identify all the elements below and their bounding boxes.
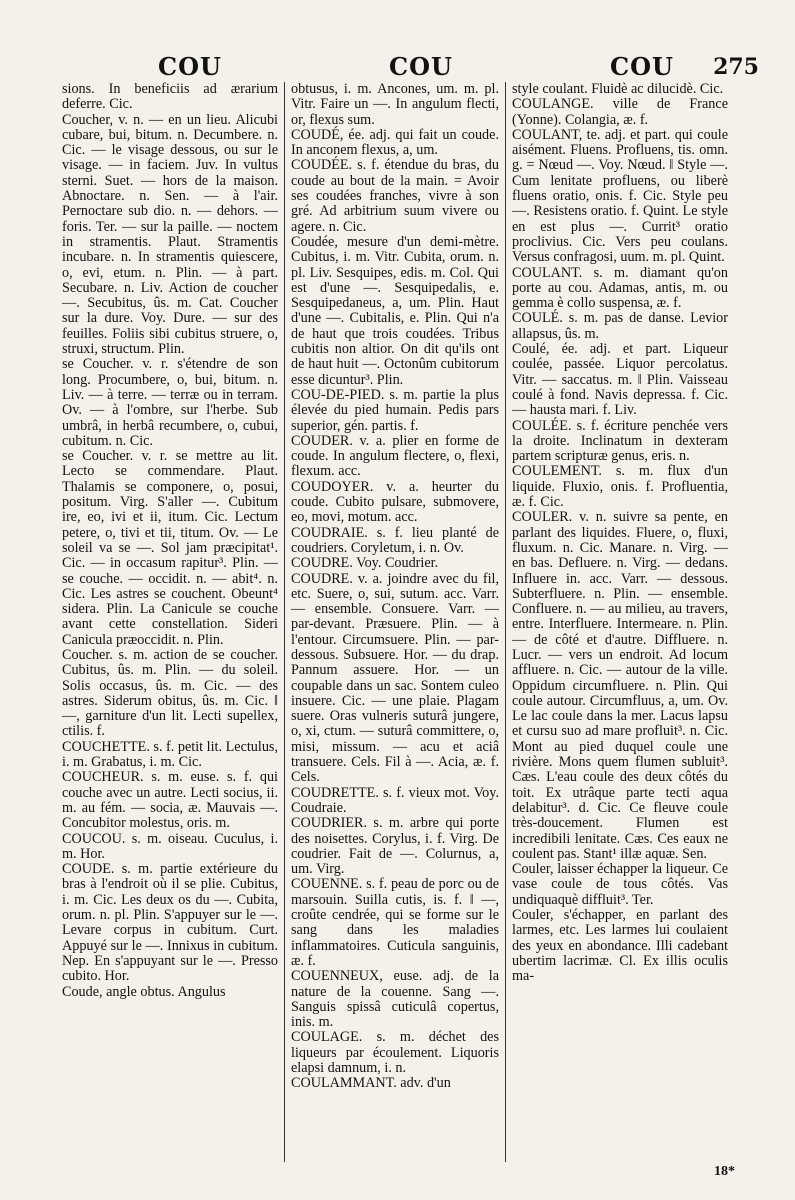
entry: COULANGE. ville de France (Yonne). Colangia, æ. f. <box>512 96 728 128</box>
entry: COULÉE. s. f. écriture penchée vers la droite. Inclinatum in dexteram partem scripturæ genus, eris. n. <box>512 417 728 465</box>
entry: COUDRE. Voy. Coudrier. <box>291 555 439 572</box>
signature-mark: 18* <box>714 1164 735 1179</box>
entry: Couler, laisser échapper la liqueur. Ce vase coule de tous côtés. Vas undiquaquè diffluit³. Ter. <box>512 861 728 908</box>
entry: COULEMENT. s. m. flux d'un liquide. Fluxio, onis. f. Profluentia, æ. f. Cic. <box>512 463 728 511</box>
guide-word-right: COU <box>610 52 674 81</box>
entry: Couler, s'échapper, en parlant des larmes, etc. Les larmes lui coulaient des yeux en abondance. Illi cadebant ubertim lacrimæ. Cl. Ex illis oculis ma- <box>512 907 728 985</box>
entry: COUCHETTE. s. f. petit lit. Lectulus, i. m. Grabatus, i. m. Cic. <box>62 738 278 771</box>
guide-word-middle: COU <box>389 52 453 81</box>
entry: COUDER. v. a. plier en forme de coude. In angulum flectere, o, flexi, flexum. acc. <box>291 432 499 480</box>
entry: COUDRETTE. s. f. vieux mot. Voy. Coudraie. <box>291 784 499 816</box>
column-1 <box>62 82 284 1162</box>
guide-word-left: COU <box>158 52 222 81</box>
entry: Coude, angle obtus. Angulus <box>62 983 226 1000</box>
entry: se Coucher. v. r. se mettre au lit. Lecto se commendare. Plaut. Thalamis se componere, o, posui, positum. Virg. S'aller —. Cubitum ire, eo, ivi et ii, itum. Cic. Lectum petere, o, tivi et tii, titum. Ov. — Le soleil va se —. Sol jam præcipitat¹. Cic. — in occasum rapitur³. Plin. — se couche. — occidit. n. — abit⁴. n. Cic. Les astres se couchent. Obeunt⁴ sidera. Plin. La Canicule se couche avant cette constellation. Sideri Canicula præoccidit. n. Plin. <box>62 448 278 648</box>
entry: Coucher. s. m. action de se coucher. Cubitus, ûs. m. Plin. — du soleil. Solis occasus, ûs. m. Cic. — des astres. Siderum obitus, ûs. m. Cic. ‖ —, garniture d'un lit. Lecti supellex, ctilis. f. <box>62 646 278 740</box>
entry: COUDRIER. s. m. arbre qui porte des noisettes. Corylus, i. f. Virg. De coudrier. Fait de —. Colurnus, a, um. Virg. <box>291 815 499 878</box>
entry: COULANT, te. adj. et part. qui coule aisément. Fluens. Profluens, tis. omn. g. = Nœud —. Voy. Nœud. ‖ Style —. Cum lenitate profluens, ou liberè fluens oratio, onis. f. Cic. Style peu —. Resistens oratio. f. Quint. Le style en est plus —. Currit³ oratio proclivius. Cic. Vers peu coulans. Versus confragosi, uum. m. pl. Quint. <box>512 126 728 266</box>
entry: COUDOYER. v. a. heurter du coude. Cubito pulsare, submovere, eo, movi, motum. acc. <box>291 478 499 526</box>
entry: COULAGE. s. m. déchet des liqueurs par écoulement. Liquoris elapsi damnum, i. n. <box>291 1029 499 1076</box>
entry: style coulant. Fluidè ac dilucidè. Cic. <box>512 82 724 97</box>
running-header <box>62 52 773 86</box>
entry: COULANT. s. m. diamant qu'on porte au cou. Adamas, antis, m. ou gemma è collo suspensa, æ. f. <box>512 264 728 312</box>
column-3 <box>506 82 728 1162</box>
entry: COUENNEUX, euse. adj. de la nature de la couenne. Sang —. Sanguis spissâ cuticulâ copertus, inis. m. <box>291 968 499 1031</box>
entry: sions. In beneficiis ad ærarium deferre. Cic. <box>62 82 278 113</box>
entry: Coudée, mesure d'un demi-mètre. Cubitus, i. m. Vitr. Cubita, orum. n. pl. Liv. Sesquipes, edis. m. Col. Qui est d'une —. Sesquipedalis, e. Sesquipedaneus, a, um. Plin. Haut d'une —. Cubitalis, e. Plin. Qui n'a de haut que trois coudées. Tribus cubitis non altior. On dit qu'ils ont de haut huit —. Octonûm cubitorum esse dicuntur³. Plin. <box>291 233 499 388</box>
page-number: 275 <box>713 54 759 80</box>
entry: COU-DE-PIED. s. m. partie la plus élevée du pied humain. Pedis pars superior, gén. partis. f. <box>291 386 499 434</box>
entry: COUDE. s. m. partie extérieure du bras à l'endroit où il se plie. Cubitus, i. m. Cic. Les deux os du —. Cubita, orum. n. pl. Plin. S'appuyer sur le —. Levare corpus in cubitum. Curt. Appuyé sur le —. Innixus in cubitum. Nep. En s'appuyant sur le —. Presso cubito. Hor. <box>62 861 278 985</box>
entry: COUCHEUR. s. m. euse. s. f. qui couche avec un autre. Lecti socius, ii. m. au fém. — socia, æ. Mauvais —. Concubitor molestus, oris. m. <box>62 769 278 832</box>
entry: COUENNE. s. f. peau de porc ou de marsouin. Suilla cutis, is. f. ‖ —, croûte cendrée, qui se forme sur le sang dans les maladies inflammatoires. Cuticula sanguinis, æ. f. <box>291 876 499 969</box>
entry: COULÉ. s. m. pas de danse. Levior allapsus, ûs. m. <box>512 310 728 342</box>
entry: COULAMMANT. adv. d'un <box>291 1075 451 1092</box>
column-2 <box>284 82 506 1162</box>
entry: COUDRAIE. s. f. lieu planté de coudriers. Coryletum, i. n. Ov. <box>291 524 499 556</box>
entry: COUCOU. s. m. oiseau. Cuculus, i. m. Hor. <box>62 830 278 862</box>
entry: COULER. v. n. suivre sa pente, en parlant des liquides. Fluere, o, fluxi, fluxum. n. Cic. Manare. n. Virg. — en bas. Defluere. n. Virg. — dedans. Influere in. acc. Varr. — dessous. Subterfluere. n. Plin. — ensemble. Confluere. n. — au milieu, au travers, entre. Interfluere. Intermeare. n. Plin. — de côté et d'autre. Diffluere. n. Lucr. — vers un endroit. Ad locum affluere. n. Cic. — autour de la ville. Oppidum circumfluere. n. Plin. Qui coule autour. Circumfluus, a, um. Ov. Le lac coule dans la mer. Lacus lapsu et cursu suo ad mare profluit³. n. Cic. Mont au pied duquel coule une rivière. Mons quem flumen subluit³. Cæs. L'eau coule des deux côtés du toit. Ex utrâque parte tecti aqua delabitur³. d. Cic. Ce fleuve coule très-doucement. Flumen est incredibili lenitate. Cæs. Ces eaux ne coulent pas. Stant¹ illæ aquæ. Sen. <box>512 509 728 862</box>
entry: obtusus, i. m. Ancones, um. m. pl. Vitr. Faire un —. In angulum flecti, or, flexus sum. <box>291 82 499 128</box>
text-columns <box>62 82 765 1162</box>
entry: COUDÉE. s. f. étendue du bras, du coude au bout de la main. = Avoir ses coudées franches, vivre à son gré. Ad arbitrium suum vivere ou agere. n. Cic. <box>291 157 499 235</box>
entry: COUDÉ, ée. adj. qui fait un coude. In anconem flexus, a, um. <box>291 126 499 159</box>
entry: se Coucher. v. r. s'étendre de son long. Procumbere, o, bui, bitum. n. Liv. — à terre. — terræ ou in terram. Ov. — à l'ombre, sur l'herbe. Sub umbrâ, in herbâ recumbere, o, cubui, cubitum. n. Cic. <box>62 356 278 449</box>
entry: Coucher, v. n. — en un lieu. Alicubi cubare, bui, bitum. n. Decumbere. n. Cic. — le visage dessous, ou sur le visage. — in faciem. Juv. In vultus sterni. Suet. — hors de la maison. Abnoctare. n. Sen. — à l'air. Pernoctare sub dio. n. — dehors. — foris. Ter. — sur la paille. — noctem in stramentis. Plaut. Stramentis incubare. n. In stramentis quiescere, o, evi, etum. n. Plin. — à part. Secubare. n. Liv. Action de coucher —. Secubitus, ûs. m. Cat. Coucher sur la dure. Voy. Dure. — sur des feuilles. Foliis sibi cubitus struere, o, struxi, structum. Plin. <box>62 111 278 358</box>
entry: Coulé, ée. adj. et part. Liqueur coulée, passée. Liquor percolatus. Vitr. — saccatus. m. ‖ Plin. Vaisseau coulé à fond. Navis depressa. f. Cic. — hausta mari. f. Liv. <box>512 341 728 419</box>
entry: COUDRE. v. a. joindre avec du fil, etc. Suere, o, sui, sutum. acc. Varr. — ensemble. Consuere. Varr. — par-devant. Præsuere. Plin. — à l'entour. Circumsuere. Plin. — par-dessous. Subsuere. Hor. — du drap. Pannum assuere. Hor. — un coupable dans un sac. Sontem culeo insuere. Cic. — une plaie. Plagam suere. Oras vulneris suturâ jungere, o, xi, ctum. — suturâ committere, o, misi, missum. — acu et aciâ transuere. Cels. Fil à —. Acia, æ. f. Cels. <box>291 570 499 786</box>
